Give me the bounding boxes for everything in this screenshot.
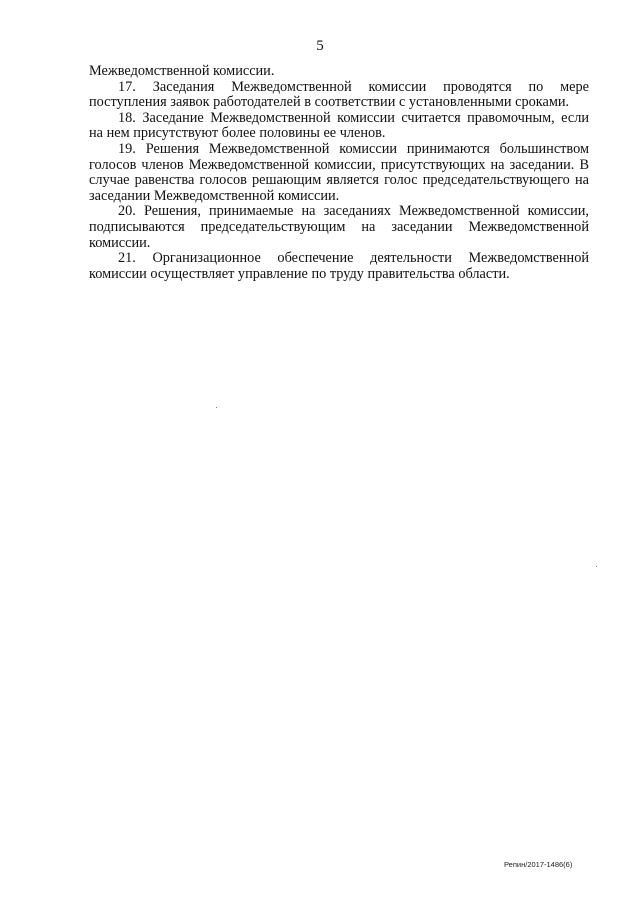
page-number: 5 [316, 38, 324, 54]
paragraph-20: 20. Решения, принимаемые на заседаниях Межведомственной комиссии, подписываются председательствующим на заседании Межведомственной комиссии. [89, 203, 589, 251]
document-body [89, 64, 589, 282]
paragraph-18: 18. Заседание Межведомственной комиссии считается правомочным, если на нем присутствуют более половины ее членов. [89, 109, 589, 142]
document-reference: Репин/2017-1486(6) [504, 860, 573, 869]
paragraph-17: 17. Заседания Межведомственной комиссии проводятся по мере поступления заявок работодателей в соответствии с установленными сроками. [89, 78, 589, 111]
paragraph-continuation: Межведомственной комиссии. [89, 63, 275, 79]
paragraph-19: 19. Решения Межведомственной комиссии принимаются большинством голосов членов Межведомственной комиссии, присутствующих на заседании. В случае равенства голосов решающим является голос председательствующего на заседании Межведомственной комиссии. [89, 140, 589, 204]
scan-speck [596, 566, 597, 567]
scan-speck [216, 407, 217, 408]
paragraph-21: 21. Организационное обеспечение деятельности Межведомственной комиссии осуществляет управление по труду правительства области. [89, 250, 589, 282]
